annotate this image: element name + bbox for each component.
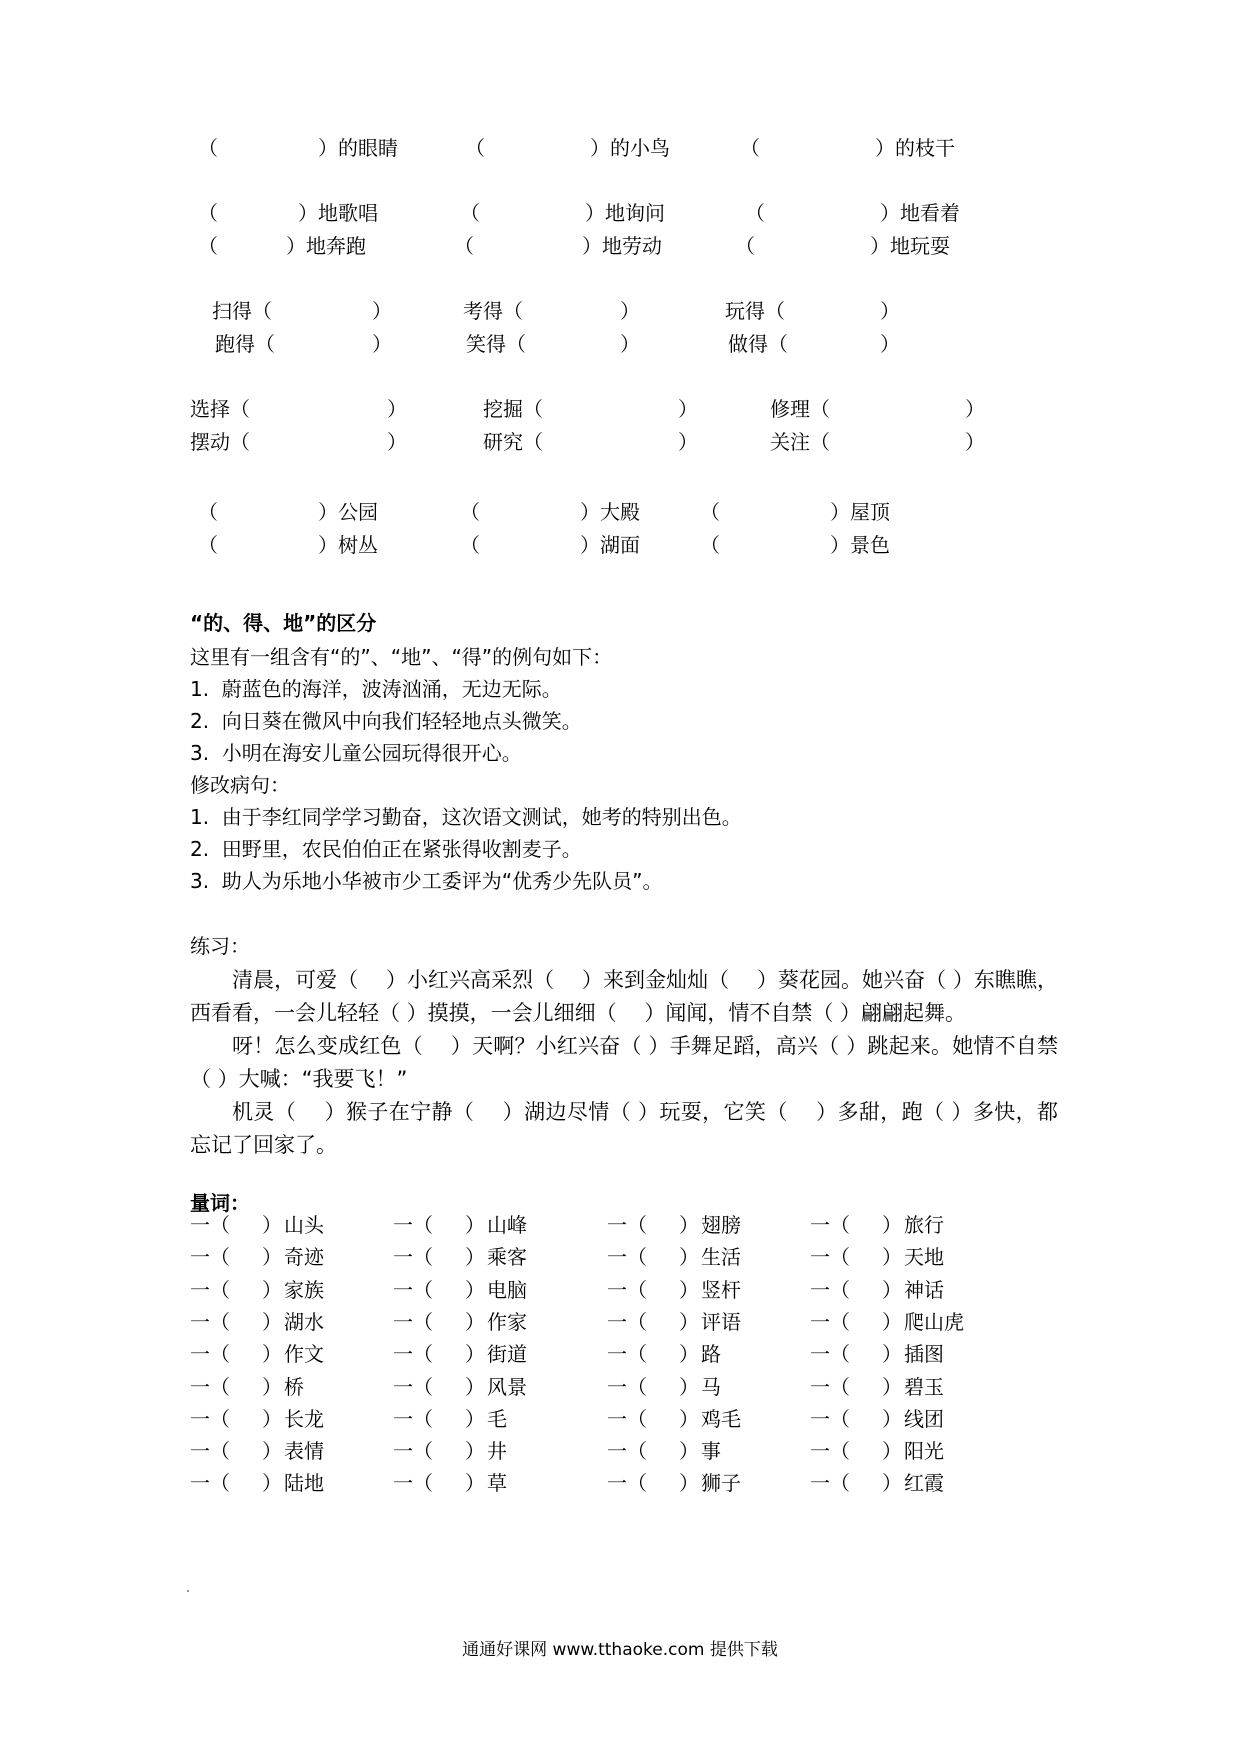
practice-label: 练习： (190, 934, 250, 958)
fill-blank-close: ）地玩耍 (870, 234, 950, 258)
measure-blank-open: 一（ (607, 1342, 647, 1366)
measure-noun: 狮子 (701, 1471, 741, 1495)
fill-row (0, 392, 1240, 426)
measure-blank-close: ） (465, 1213, 485, 1237)
measure-noun: 竖杆 (701, 1278, 741, 1302)
fill-blank-open: 修理（ (770, 397, 830, 421)
measure-blank-open: 一（ (190, 1375, 230, 1399)
measure-noun: 评语 (701, 1310, 741, 1334)
fill-blank-close: ） (880, 299, 900, 323)
measure-blank-open: 一（ (393, 1342, 433, 1366)
measure-noun: 井 (487, 1439, 507, 1463)
fill-blank-close: ）地歌唱 (298, 201, 378, 225)
measure-noun: 陆地 (284, 1471, 324, 1495)
measure-blank-open: 一（ (607, 1471, 647, 1495)
measure-row (0, 1402, 1240, 1436)
measure-noun: 毛 (487, 1407, 507, 1431)
fill-blank-open: （ (745, 201, 765, 225)
measure-noun: 乘客 (487, 1245, 527, 1269)
measure-row (0, 1240, 1240, 1274)
measure-noun: 家族 (284, 1278, 324, 1302)
practice-paragraph: 呀！怎么变成红色（ ）天啊？小红兴奋（ ）手舞足蹈，高兴（ ）跳起来。她情不自禁（ ）大喊：“我要飞！” (190, 1034, 1058, 1091)
fill-blank-open: 选择（ (190, 397, 250, 421)
fill-blank-open: （ (198, 234, 218, 258)
fill-blank-close: ）地询问 (585, 201, 665, 225)
fill-blank-close: ）的枝干 (875, 136, 955, 160)
fill-row (0, 327, 1240, 361)
measure-blank-open: 一（ (607, 1245, 647, 1269)
measure-noun: 作文 (284, 1342, 324, 1366)
measure-noun: 爬山虎 (904, 1310, 964, 1334)
measure-blank-close: ） (262, 1278, 282, 1302)
scan-speck (187, 1590, 189, 1592)
fill-row (0, 425, 1240, 459)
measure-words-title: 量词： (190, 1191, 250, 1215)
measure-blank-close: ） (882, 1407, 902, 1431)
fill-blank-close: ）地奔跑 (286, 234, 366, 258)
fill-blank-open: 研究（ (483, 430, 543, 454)
measure-blank-close: ） (262, 1375, 282, 1399)
measure-row (0, 1337, 1240, 1371)
measure-noun: 电脑 (487, 1278, 527, 1302)
measure-blank-open: 一（ (607, 1375, 647, 1399)
fill-blank-close: ）树丛 (318, 533, 378, 557)
fill-blank-open: （ (198, 500, 218, 524)
measure-noun: 奇迹 (284, 1245, 324, 1269)
measure-blank-open: 一（ (190, 1471, 230, 1495)
measure-noun: 旅行 (904, 1213, 944, 1237)
measure-blank-open: 一（ (190, 1407, 230, 1431)
fill-blank-open: （ (454, 234, 474, 258)
measure-blank-open: 一（ (810, 1310, 850, 1334)
fill-blank-open: （ (460, 500, 480, 524)
fill-blank-close: ）公园 (318, 500, 378, 524)
measure-blank-close: ） (465, 1278, 485, 1302)
measure-noun: 插图 (904, 1342, 944, 1366)
measure-blank-close: ） (679, 1245, 699, 1269)
measure-blank-close: ） (465, 1471, 485, 1495)
measure-blank-open: 一（ (810, 1439, 850, 1463)
measure-blank-open: 一（ (393, 1439, 433, 1463)
measure-row (0, 1305, 1240, 1339)
measure-blank-open: 一（ (607, 1407, 647, 1431)
measure-blank-open: 一（ (810, 1342, 850, 1366)
measure-blank-close: ） (882, 1245, 902, 1269)
fill-blank-open: （ (700, 500, 720, 524)
measure-noun: 生活 (701, 1245, 741, 1269)
measure-blank-open: 一（ (190, 1439, 230, 1463)
fill-blank-open: 扫得（ (212, 299, 272, 323)
fill-blank-open: （ (460, 533, 480, 557)
fill-blank-open: 跑得（ (215, 332, 275, 356)
measure-blank-open: 一（ (393, 1278, 433, 1302)
measure-blank-open: 一（ (810, 1471, 850, 1495)
measure-blank-close: ） (882, 1471, 902, 1495)
fill-blank-close: ） (965, 430, 985, 454)
measure-blank-close: ） (882, 1439, 902, 1463)
fill-row (0, 196, 1240, 230)
measure-blank-open: 一（ (810, 1278, 850, 1302)
fill-blank-open: （ (460, 201, 480, 225)
fill-blank-close: ） (678, 397, 698, 421)
de-section-title: “的、得、地”的区分 (190, 611, 377, 635)
fill-row (0, 495, 1240, 529)
measure-noun: 作家 (487, 1310, 527, 1334)
fill-blank-close: ）的小鸟 (590, 136, 670, 160)
correction-label: 修改病句： (190, 773, 290, 797)
measure-noun: 表情 (284, 1439, 324, 1463)
measure-row (0, 1208, 1240, 1242)
measure-blank-open: 一（ (190, 1245, 230, 1269)
fill-blank-open: （ (740, 136, 760, 160)
fill-blank-close: ） (678, 430, 698, 454)
measure-blank-close: ） (262, 1407, 282, 1431)
measure-row (0, 1370, 1240, 1404)
fill-blank-close: ）屋顶 (830, 500, 890, 524)
measure-blank-close: ） (262, 1310, 282, 1334)
measure-blank-close: ） (882, 1278, 902, 1302)
page-footer: 通通好课网 www.tthaoke.com 提供下载 (462, 1640, 778, 1660)
fill-blank-close: ） (372, 299, 392, 323)
measure-blank-open: 一（ (190, 1310, 230, 1334)
measure-noun: 桥 (284, 1375, 304, 1399)
fill-blank-open: （ (700, 533, 720, 557)
measure-blank-close: ） (679, 1407, 699, 1431)
measure-blank-open: 一（ (393, 1213, 433, 1237)
measure-blank-open: 一（ (810, 1213, 850, 1237)
correction-sentence: 1. 由于李红同学学习勤奋，这次语文测试，她考的特别出色。 (190, 805, 742, 829)
measure-blank-open: 一（ (393, 1310, 433, 1334)
measure-noun: 神话 (904, 1278, 944, 1302)
measure-blank-open: 一（ (810, 1375, 850, 1399)
fill-blank-open: 挖掘（ (483, 397, 543, 421)
measure-blank-close: ） (882, 1213, 902, 1237)
measure-blank-open: 一（ (607, 1278, 647, 1302)
measure-blank-close: ） (679, 1342, 699, 1366)
practice-paragraph: 机灵（ ）猴子在宁静（ ）湖边尽情（ ）玩耍，它笑（ ）多甜，跑（ ）多快，都忘记了回家了。 (190, 1100, 1058, 1157)
measure-blank-close: ） (465, 1342, 485, 1366)
measure-blank-close: ） (882, 1310, 902, 1334)
measure-noun: 长龙 (284, 1407, 324, 1431)
fill-blank-open: 做得（ (728, 332, 788, 356)
measure-blank-close: ） (465, 1375, 485, 1399)
example-sentence: 1. 蔚蓝色的海洋，波涛汹涌，无边无际。 (190, 677, 562, 701)
measure-noun: 山头 (284, 1213, 324, 1237)
fill-blank-close: ）景色 (830, 533, 890, 557)
fill-blank-open: 玩得（ (725, 299, 785, 323)
measure-blank-open: 一（ (607, 1439, 647, 1463)
fill-blank-close: ） (620, 332, 640, 356)
measure-blank-close: ） (679, 1471, 699, 1495)
measure-blank-close: ） (679, 1310, 699, 1334)
measure-blank-open: 一（ (607, 1310, 647, 1334)
measure-blank-open: 一（ (393, 1375, 433, 1399)
measure-blank-close: ） (262, 1439, 282, 1463)
measure-noun: 湖水 (284, 1310, 324, 1334)
measure-blank-close: ） (262, 1342, 282, 1366)
practice-paragraph: 清晨，可爱（ ）小红兴高采烈（ ）来到金灿灿（ ）葵花园。她兴奋（ ）东瞧瞧，西看看，一会儿轻轻（ ）摸摸，一会儿细细（ ）闻闻，情不自禁（ ）翩翩起舞。 (190, 968, 1058, 1025)
measure-noun: 风景 (487, 1375, 527, 1399)
fill-blank-close: ）地劳动 (582, 234, 662, 258)
measure-noun: 天地 (904, 1245, 944, 1269)
measure-row (0, 1273, 1240, 1307)
fill-blank-open: 摆动（ (190, 430, 250, 454)
fill-blank-close: ） (387, 430, 407, 454)
fill-blank-close: ）地看着 (880, 201, 960, 225)
measure-noun: 阳光 (904, 1439, 944, 1463)
fill-blank-close: ） (620, 299, 640, 323)
fill-row (0, 229, 1240, 263)
measure-blank-open: 一（ (607, 1213, 647, 1237)
example-sentence: 3. 小明在海安儿童公园玩得很开心。 (190, 741, 522, 765)
correction-sentence: 3. 助人为乐地小华被市少工委评为“优秀少先队员”。 (190, 869, 663, 893)
measure-blank-close: ） (679, 1278, 699, 1302)
fill-blank-open: （ (735, 234, 755, 258)
fill-blank-close: ） (372, 332, 392, 356)
measure-blank-open: 一（ (393, 1245, 433, 1269)
fill-row (0, 131, 1240, 165)
measure-noun: 山峰 (487, 1213, 527, 1237)
fill-blank-open: （ (198, 136, 218, 160)
fill-blank-open: （ (198, 533, 218, 557)
fill-blank-open: （ (465, 136, 485, 160)
fill-blank-open: （ (198, 201, 218, 225)
measure-blank-close: ） (262, 1471, 282, 1495)
measure-blank-close: ） (679, 1375, 699, 1399)
fill-blank-open: 关注（ (770, 430, 830, 454)
measure-row (0, 1434, 1240, 1468)
measure-blank-close: ） (679, 1439, 699, 1463)
measure-blank-open: 一（ (393, 1471, 433, 1495)
measure-noun: 路 (701, 1342, 721, 1366)
measure-blank-close: ） (882, 1375, 902, 1399)
fill-blank-close: ） (880, 332, 900, 356)
fill-blank-close: ） (965, 397, 985, 421)
measure-blank-open: 一（ (190, 1342, 230, 1366)
measure-noun: 线团 (904, 1407, 944, 1431)
measure-noun: 街道 (487, 1342, 527, 1366)
measure-blank-open: 一（ (190, 1278, 230, 1302)
measure-blank-close: ） (465, 1245, 485, 1269)
fill-row (0, 528, 1240, 562)
measure-noun: 碧玉 (904, 1375, 944, 1399)
fill-blank-close: ）湖面 (580, 533, 640, 557)
fill-blank-open: 笑得（ (466, 332, 526, 356)
de-section-intro: 这里有一组含有“的”、“地”、“得”的例句如下： (190, 645, 613, 669)
example-sentence: 2. 向日葵在微风中向我们轻轻地点头微笑。 (190, 709, 582, 733)
fill-blank-close: ）大殿 (580, 500, 640, 524)
measure-blank-open: 一（ (810, 1245, 850, 1269)
measure-blank-close: ） (679, 1213, 699, 1237)
measure-blank-close: ） (465, 1407, 485, 1431)
fill-blank-close: ） (387, 397, 407, 421)
measure-noun: 事 (701, 1439, 721, 1463)
measure-blank-close: ） (465, 1310, 485, 1334)
fill-blank-close: ）的眼睛 (318, 136, 398, 160)
fill-row (0, 294, 1240, 328)
measure-blank-close: ） (882, 1342, 902, 1366)
correction-sentence: 2. 田野里，农民伯伯正在紧张得收割麦子。 (190, 837, 582, 861)
measure-blank-open: 一（ (190, 1213, 230, 1237)
measure-blank-close: ） (262, 1213, 282, 1237)
measure-blank-open: 一（ (393, 1407, 433, 1431)
measure-blank-open: 一（ (810, 1407, 850, 1431)
measure-noun: 鸡毛 (701, 1407, 741, 1431)
measure-noun: 马 (701, 1375, 721, 1399)
measure-noun: 翅膀 (701, 1213, 741, 1237)
measure-noun: 红霞 (904, 1471, 944, 1495)
fill-blank-open: 考得（ (463, 299, 523, 323)
measure-blank-close: ） (465, 1439, 485, 1463)
measure-row (0, 1466, 1240, 1500)
measure-noun: 草 (487, 1471, 507, 1495)
measure-blank-close: ） (262, 1245, 282, 1269)
